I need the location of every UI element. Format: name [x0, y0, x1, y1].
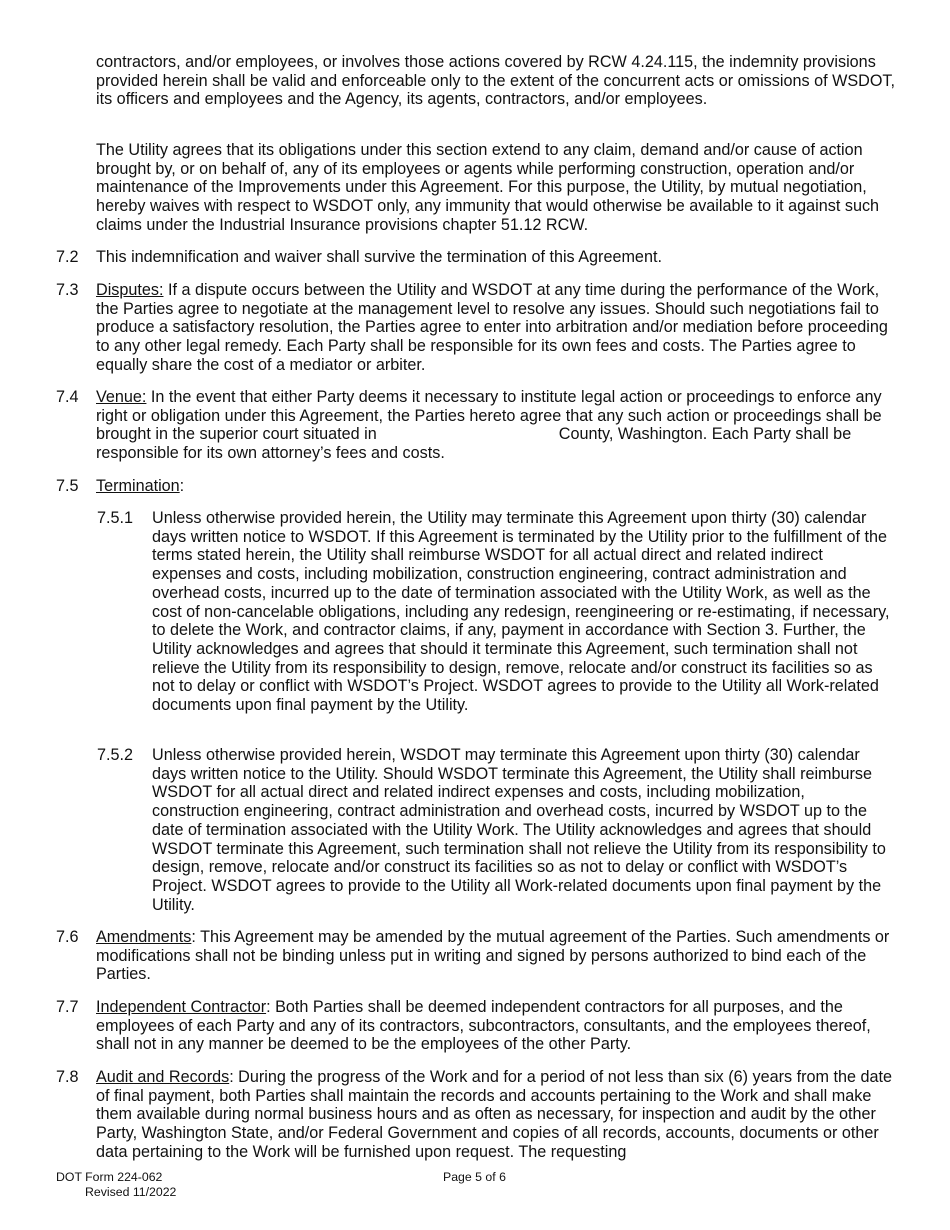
heading-colon: : [179, 477, 185, 495]
section-heading: Venue: [96, 388, 147, 406]
section-text: : Both Parties shall be deemed independent contractors for all purposes, and the employees of each Party and any of its contractors, subcontractors, consultants, and the employees thereof, shall not in any manner be deemed to be the employees of the other Party. [96, 998, 871, 1054]
section-heading: Termination [96, 477, 180, 495]
section-7-3 [96, 281, 896, 375]
section-text: This indemnification and waiver shall survive the termination of this Agreement. [96, 248, 662, 266]
section-heading: Independent Contractor [96, 998, 267, 1016]
section-text: If a dispute occurs between the Utility and WSDOT at any time during the performance of the Work, the Parties agree to negotiate at the management level to resolve any issues. Should such negotiations fail to produce a satisfactory resolution, the Parties agree to enter into arbitration and/or mediation before proceeding to any other legal remedy. Each Party shall be responsible for its own fees and costs. The Parties agree to equally share the cost of a mediator or arbiter. [96, 281, 888, 374]
section-text: Unless otherwise provided herein, WSDOT may terminate this Agreement upon thirty (30) calendar days written notice to the Utility. Should WSDOT terminate this Agreement, the Utility shall reimburse WSDOT for all actual direct and related indirect expenses and costs, including mobilization, construction engineering, contract administration and overhead costs, incurred by WSDOT up to the date of termination associated with the Utility Work. The Utility acknowledges and agrees that should WSDOT terminate this Agreement, such termination shall not relieve the Utility from its responsibility to design, remove, relocate and/or construct its facilities so as not to delay or conflict with WSDOT’s Project. WSDOT agrees to provide to the Utility all Work-related documents upon final payment by the Utility. [152, 746, 886, 914]
paragraph-text: contractors, and/or employees, or involves those actions covered by RCW 4.24.115, the indemnity provisions provided herein shall be valid and enforceable only to the extent of the concurrent acts or omissions of WSDOT, its officers and employees and the Agency, its agents, contractors, and/or employees. [96, 53, 896, 109]
indemnity-continuation-paragraph [96, 53, 896, 109]
section-number-7-3: 7.3 [56, 281, 79, 299]
section-7-8 [96, 1068, 896, 1162]
section-number-7-7: 7.7 [56, 998, 79, 1016]
section-text: : This Agreement may be amended by the mutual agreement of the Parties. Such amendments or modifications shall not be binding unless put in writing and signed by persons authorized to bind each of the Parties. [96, 928, 890, 984]
section-7-2 [96, 248, 896, 267]
section-number-7-4: 7.4 [56, 388, 79, 406]
section-7-7 [96, 998, 896, 1054]
section-7-5-1 [152, 509, 896, 715]
section-7-5-2 [152, 746, 896, 914]
section-number-7-5-2: 7.5.2 [97, 746, 134, 764]
section-number-7-5-1: 7.5.1 [97, 509, 134, 527]
section-number-7-6: 7.6 [56, 928, 79, 946]
utility-obligations-paragraph [96, 141, 896, 235]
section-number-7-2: 7.2 [56, 248, 79, 266]
footer-form-number: DOT Form 224-062 [56, 1170, 163, 1184]
section-7-6 [96, 928, 896, 984]
section-text: In the event that either Party deems it necessary to institute legal action or proceedings to enforce any right or obligation under this Agreement, the Parties hereto agree that any such action or proceedings shall be brought in the superior court situated in [96, 388, 882, 444]
paragraph-text: The Utility agrees that its obligations under this section extend to any claim, demand and/or cause of action brought by, or on behalf of, any of its employees or agents while performing construction, operation and/or maintenance of the Improvements under this Agreement. For this purpose, the Utility, by mutual negotiation, hereby waives with respect to WSDOT only, any immunity that would otherwise be available to it against such claims under the Industrial Insurance provisions chapter 51.12 RCW. [96, 141, 880, 234]
section-heading: Disputes: [96, 281, 164, 299]
section-text-continued: County, Washington. Each Party shall be responsible for its own attorney’s fees and costs. [96, 425, 852, 463]
footer-revised-date: Revised 11/2022 [85, 1185, 177, 1199]
footer-page-number: Page 5 of 6 [443, 1170, 506, 1184]
section-heading: Audit and Records [96, 1068, 230, 1086]
section-number-7-8: 7.8 [56, 1068, 79, 1086]
section-heading: Amendments [96, 928, 192, 946]
section-number-7-5: 7.5 [56, 477, 79, 495]
section-7-4 [96, 388, 896, 463]
section-text: : During the progress of the Work and for a period of not less than six (6) years from the date of final payment, both Parties shall maintain the records and accounts pertaining to the Work and shall make them available during normal business hours and as often as necessary, for inspection and audit by the other Party, Washington State, and/or Federal Government and copies of all records, accounts, documents or other data pertaining to the Work will be furnished upon request. The requesting [96, 1068, 893, 1161]
section-text: Unless otherwise provided herein, the Utility may terminate this Agreement upon thirty (30) calendar days written notice to WSDOT. If this Agreement is terminated by the Utility prior to the fulfillment of the terms stated herein, the Utility shall reimburse WSDOT for all actual direct and related indirect expenses and costs, including mobilization, construction engineering, contract administration and overhead costs, incurred up to the date of termination associated with the Utility Work, as well as the cost of non-cancelable obligations, including any redesign, reengineering or re-estimating, if necessary, to delete the Work, and contractor claims, if any, payment in accordance with Section 3. Further, the Utility acknowledges and agrees that should it terminate this Agreement, such termination shall not relieve the Utility from its responsibility to design, remove, relocate and/or construct its facilities so as not to delay or conflict with WSDOT’s Project. WSDOT agrees to provide to the Utility all Work-related documents upon final payment by the Utility. [152, 509, 890, 715]
section-7-5 [96, 477, 896, 496]
